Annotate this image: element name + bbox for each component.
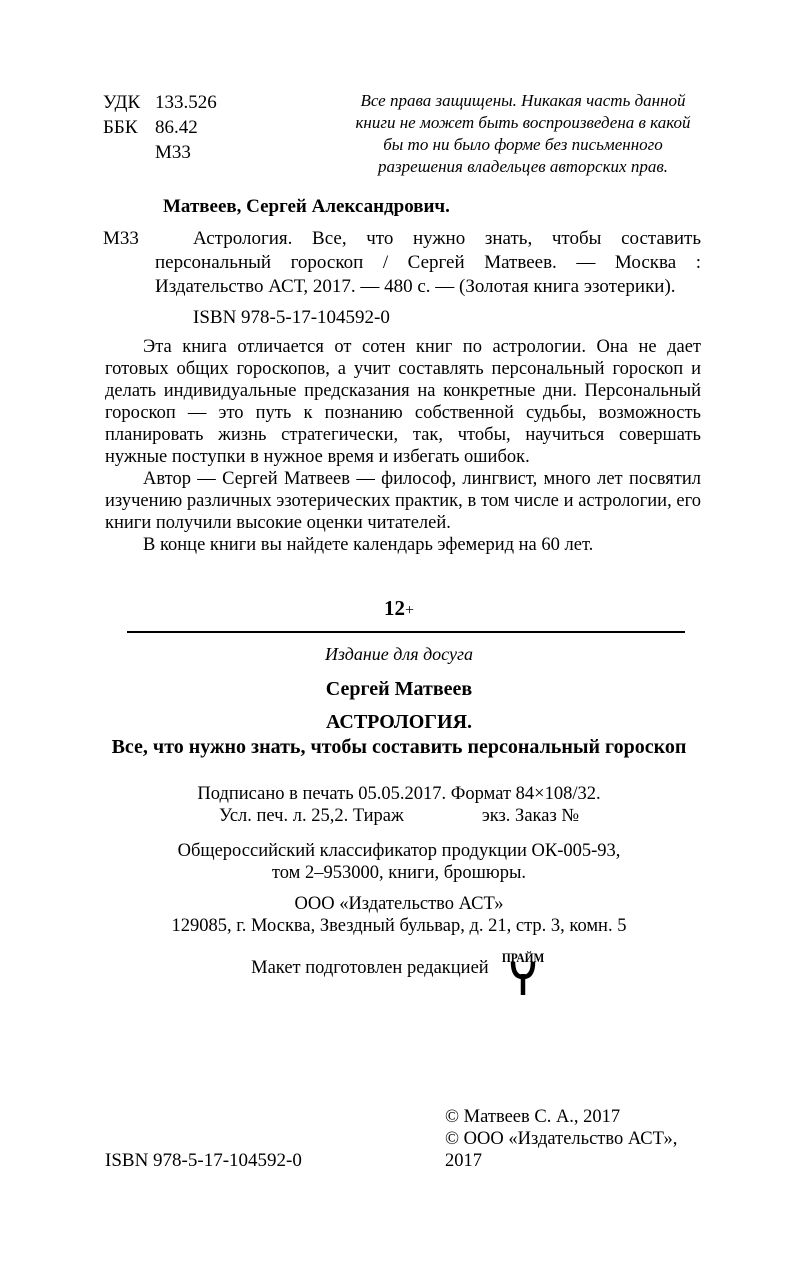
edition-type: Издание для досуга [324, 644, 474, 664]
entry-code: М33 [103, 228, 139, 249]
annotation-paragraph-2: Автор — Сергей Матвеев — философ, лингвист, много лет посвятил изучению различных эзотерических практик, в том числе и астрологии, его книги получили высокие оценки читателей. [105, 469, 701, 533]
author-code-row [103, 140, 217, 165]
classifier-line-2: том 2–953000, книги, брошюры. [271, 863, 527, 883]
top-block [103, 90, 697, 178]
udk-label: УДК [103, 92, 141, 113]
isbn-line: ISBN 978-5-17-104592-0 [193, 307, 390, 328]
footer-isbn: ISBN 978-5-17-104592-0 [105, 1150, 302, 1171]
age-rating-number: 12 [383, 596, 405, 620]
layout-credit [0, 952, 798, 1003]
udk-value: 133.526 [155, 92, 217, 113]
entry-text: Астрология. Все, что нужно знать, чтобы составить персональный гороскоп / Сергей Матвеев. — Москва : Издательство АСТ, 2017. — 480 с. — (Золотая книга эзотерики). [155, 228, 701, 297]
divider-rule [127, 631, 685, 633]
bbk-label: ББК [103, 117, 138, 138]
classification-codes [103, 90, 217, 165]
author-code: М33 [155, 142, 191, 163]
print-info [0, 783, 798, 827]
annotation-paragraph-3: В конце книги вы найдете календарь эфемерид на 60 лет. [143, 535, 594, 555]
main-title-block [0, 710, 798, 760]
title-author: Сергей Матвеев [325, 678, 473, 700]
publisher-address: 129085, г. Москва, Звездный бульвар, д. 21, стр. 3, комн. 5 [171, 916, 627, 936]
copyright-block [445, 1106, 700, 1172]
layout-credit-text: Макет подготовлен редакцией [251, 958, 489, 978]
print-line-1: Подписано в печать 05.05.2017. Формат 84×108/32. [197, 784, 601, 804]
publisher-block [0, 893, 798, 937]
catalog-author-heading: Матвеев, Сергей Александрович. [163, 196, 450, 217]
print-line-2b: экз. Заказ № [481, 806, 580, 826]
classifier-line-1: Общероссийский классификатор продукции ОК-005-93, [177, 841, 621, 861]
age-rating [0, 596, 798, 621]
footer [105, 1107, 700, 1172]
publisher-name: ООО «Издательство АСТ» [294, 894, 504, 914]
copyright-author: © Матвеев С. А., 2017 [445, 1107, 621, 1127]
print-line-2a: Усл. печ. л. 25,2. Тираж [218, 806, 404, 826]
book-subtitle: Все, что нужно знать, чтобы составить персональный гороскоп [111, 736, 687, 758]
prime-logo-label: ПРАЙМ [501, 950, 544, 965]
bbk-row [103, 115, 217, 140]
annotation [105, 336, 701, 556]
book-title: АСТРОЛОГИЯ. [325, 711, 473, 733]
prime-psi-icon [508, 961, 538, 1003]
prime-logo [499, 952, 547, 1003]
classifier-block [0, 840, 798, 884]
annotation-paragraph-1: Эта книга отличается от сотен книг по астрологии. Она не дает готовых общих гороскопов, а учит составлять персональный гороскоп и делать индивидуальные предсказания на конкретные дни. Персональный гороскоп — это путь к познанию собственной судьбы, возможность планировать жизнь стратегически, так, чтобы, научиться совершать нужные поступки в нужное время и избегать ошибок. [105, 337, 701, 467]
age-rating-plus: + [404, 602, 415, 619]
bibliographic-entry [103, 227, 701, 299]
rights-notice: Все права защищены. Никакая часть данной книги не может быть воспроизведена в какой бы то ни было форме без письменного разрешения владельцев авторских прав. [355, 91, 691, 176]
udk-row [103, 90, 217, 115]
print-line-2 [0, 805, 798, 827]
copyright-publisher: © ООО «Издательство АСТ», 2017 [445, 1129, 678, 1171]
bbk-value: 86.42 [155, 117, 198, 138]
